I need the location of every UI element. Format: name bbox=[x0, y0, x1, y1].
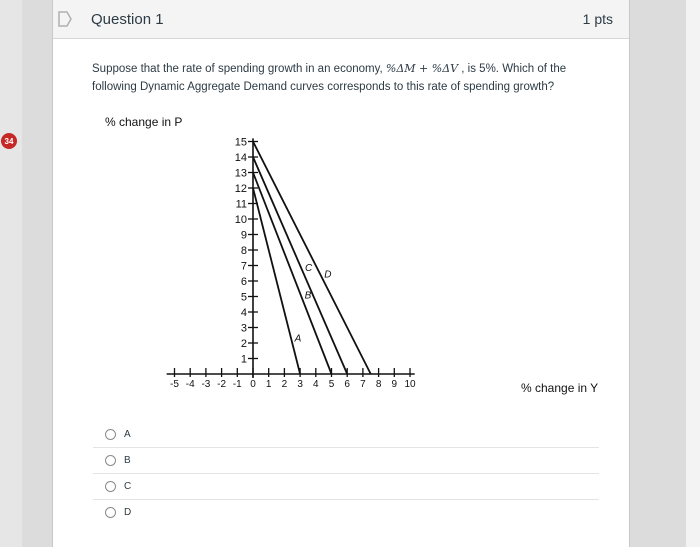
x-tick-label: 6 bbox=[344, 379, 350, 390]
x-tick-label: 7 bbox=[360, 379, 366, 390]
x-tick-label: 8 bbox=[375, 379, 382, 390]
x-tick-label: 2 bbox=[281, 379, 288, 390]
x-tick-label: 4 bbox=[313, 379, 319, 390]
y-tick-label: 6 bbox=[240, 276, 247, 288]
y-tick-label: 12 bbox=[234, 183, 247, 195]
y-tick-label: 15 bbox=[234, 136, 247, 149]
y-tick-label: 10 bbox=[234, 214, 247, 226]
radio-b[interactable] bbox=[105, 455, 116, 466]
answer-label-d: D bbox=[124, 507, 132, 518]
y-tick-label: 14 bbox=[234, 152, 247, 164]
radio-a[interactable] bbox=[105, 429, 116, 440]
question-header bbox=[53, 0, 629, 39]
x-tick-label: 9 bbox=[391, 379, 398, 390]
dad-chart bbox=[105, 108, 625, 408]
y-tick-label: 13 bbox=[234, 167, 247, 180]
radio-d[interactable] bbox=[105, 507, 116, 518]
x-tick-label: -2 bbox=[217, 379, 227, 390]
x-tick-label: -5 bbox=[170, 379, 179, 390]
question-number-badge[interactable]: 34 bbox=[1, 133, 17, 149]
prompt-text-after: , is 5%. Which of the following Dynamic Aggregate Demand curves corresponds to this rate of spending growth? bbox=[92, 63, 567, 93]
y-tick-label: 9 bbox=[240, 229, 247, 242]
answer-option-b[interactable] bbox=[93, 447, 599, 473]
x-tick-label: 5 bbox=[328, 379, 335, 390]
y-tick-label: 3 bbox=[240, 322, 247, 335]
radio-c[interactable] bbox=[105, 481, 116, 492]
x-tick-label: -4 bbox=[185, 379, 195, 390]
curve-label-c: C bbox=[304, 262, 313, 274]
dad-curve-a bbox=[253, 188, 300, 374]
y-tick-label: 4 bbox=[240, 307, 247, 319]
answer-label-a: A bbox=[124, 429, 131, 440]
answer-option-d[interactable] bbox=[93, 499, 599, 525]
curve-label-b: B bbox=[304, 290, 312, 302]
prompt-text-before: Suppose that the rate of spending growth in an economy, bbox=[92, 63, 386, 75]
x-tick-label: 0 bbox=[250, 379, 256, 390]
left-panel bbox=[0, 0, 22, 547]
right-panel bbox=[686, 0, 700, 547]
y-tick-label: 11 bbox=[235, 198, 247, 211]
question-points: 1 pts bbox=[582, 11, 613, 27]
spending-growth-formula: %ΔM + %ΔV bbox=[385, 62, 459, 75]
y-tick-label: 5 bbox=[240, 291, 247, 304]
y-tick-label: 8 bbox=[240, 245, 247, 257]
x-tick-label: 1 bbox=[265, 379, 272, 390]
y-tick-label: 1 bbox=[240, 353, 247, 366]
answer-option-c[interactable] bbox=[93, 473, 599, 499]
y-axis-label: % change in P bbox=[105, 115, 183, 129]
x-tick-label: -3 bbox=[201, 379, 211, 390]
y-tick-label: 7 bbox=[240, 260, 247, 273]
answer-list bbox=[93, 422, 599, 525]
answer-label-c: C bbox=[124, 481, 132, 492]
curve-label-a: A bbox=[294, 333, 302, 345]
flag-icon[interactable] bbox=[57, 10, 73, 28]
curve-label-d: D bbox=[324, 269, 332, 281]
answer-option-a[interactable] bbox=[93, 422, 599, 447]
y-tick-label: 2 bbox=[240, 338, 247, 350]
answer-label-b: B bbox=[124, 455, 131, 466]
x-tick-label: 3 bbox=[297, 379, 303, 390]
x-tick-label: -1 bbox=[232, 379, 242, 390]
question-prompt bbox=[92, 60, 612, 96]
question-card bbox=[52, 0, 630, 547]
question-title: Question 1 bbox=[91, 11, 164, 28]
x-axis-label: % change in Y bbox=[521, 381, 599, 395]
x-tick-label: 10 bbox=[404, 379, 416, 390]
